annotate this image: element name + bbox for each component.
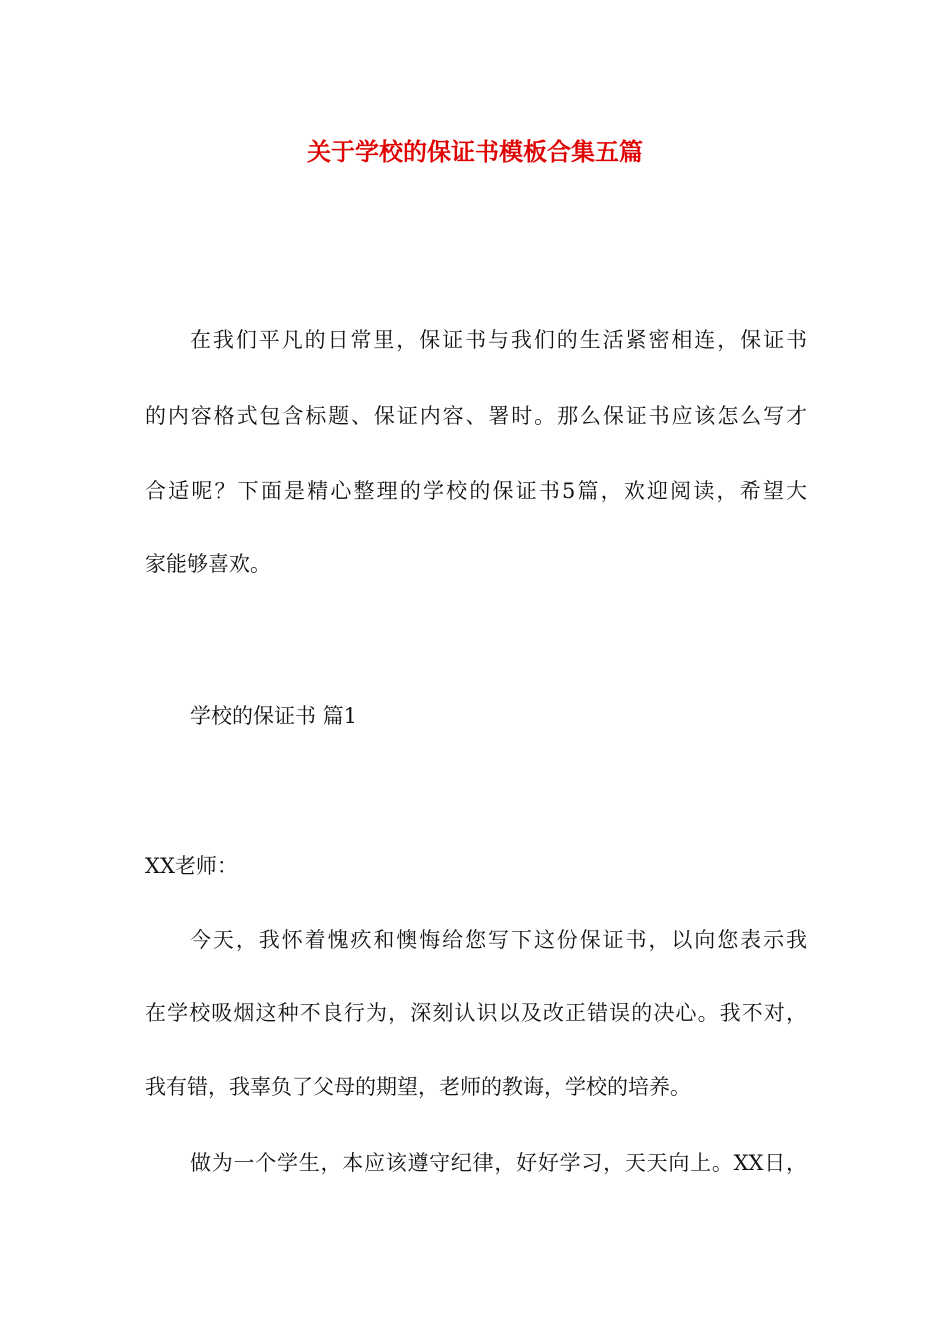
intro-line-4: 家能够喜欢。 <box>145 552 271 576</box>
intro-line-1: 在我们平凡的日常里，保证书与我们的生活紧密相连，保证书 <box>190 328 807 352</box>
intro-line-2: 的内容格式包含标题、保证内容、署时。那么保证书应该怎么写才 <box>145 404 807 428</box>
section-heading: 学校的保证书 篇1 <box>190 704 358 728</box>
body-line-4: 做为一个学生，本应该遵守纪律，好好学习，天天向上。XX日， <box>190 1151 807 1175</box>
body-line-3: 我有错，我辜负了父母的期望，老师的教诲，学校的培养。 <box>145 1075 691 1099</box>
salutation: XX老师： <box>145 854 238 878</box>
document-title: 关于学校的保证书模板合集五篇 <box>307 137 643 166</box>
intro-line-3: 合适呢？下面是精心整理的学校的保证书5篇，欢迎阅读，希望大 <box>145 479 807 503</box>
body-line-2: 在学校吸烟这种不良行为，深刻认识以及改正错误的决心。我不对， <box>145 1001 807 1025</box>
body-line-1: 今天，我怀着愧疚和懊悔给您写下这份保证书，以向您表示我 <box>190 928 807 952</box>
